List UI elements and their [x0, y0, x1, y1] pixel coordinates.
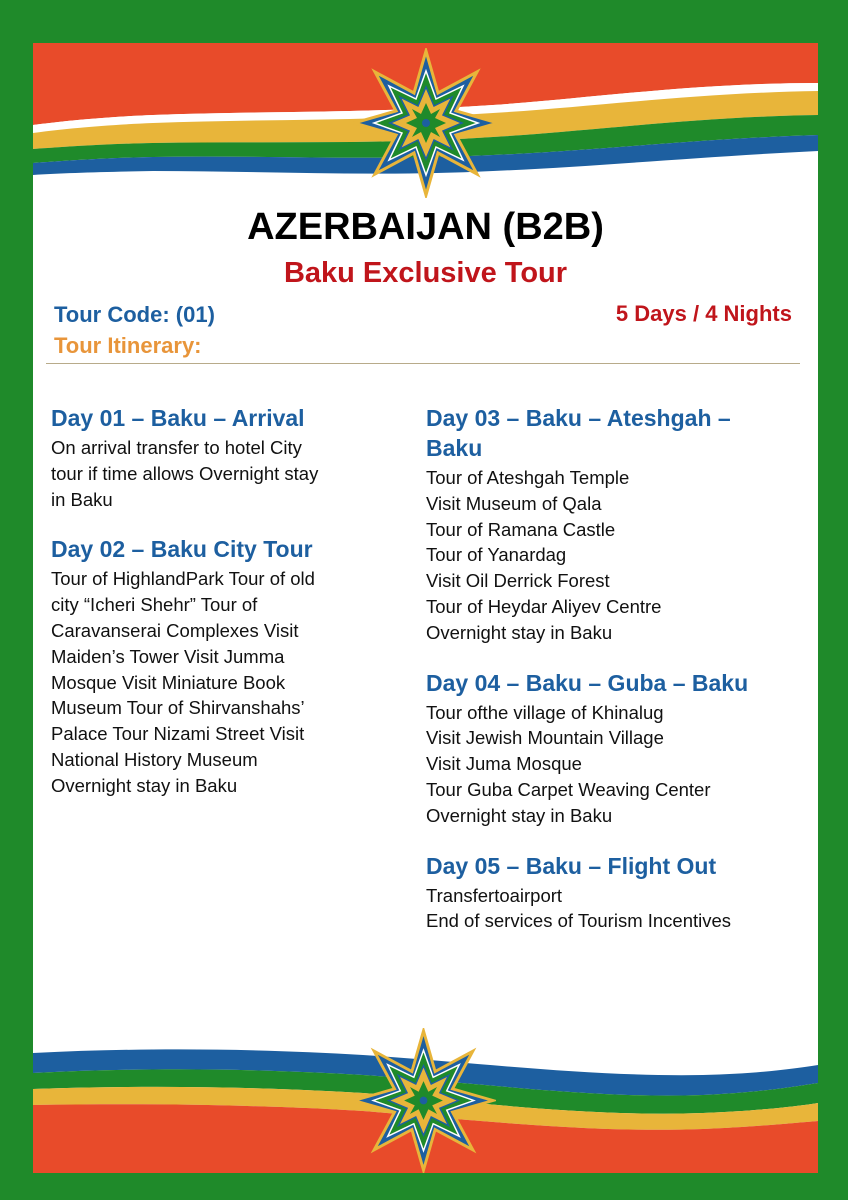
day-line: On arrival transfer to hotel City — [51, 437, 302, 458]
day-line: Visit Jewish Mountain Village — [426, 727, 664, 749]
day-01-section — [51, 403, 391, 512]
day-line: tour if time allows Overnight stay — [51, 462, 319, 484]
tour-code: Tour Code: (01) — [54, 302, 215, 327]
page-title: AZERBAIJAN (B2B) — [247, 206, 604, 248]
day-line: Tour Guba Carpet Weaving Center — [426, 778, 711, 800]
day-line: Visit Oil Derrick Forest — [426, 570, 610, 592]
day-line: Tour of Ateshgah Temple — [426, 467, 630, 488]
day-title-line: Baku — [426, 435, 483, 461]
day-line: city “Icheri Shehr” Tour of — [51, 594, 258, 616]
tour-duration: 5 Days / 4 Nights — [615, 301, 792, 326]
day-line: Visit Museum of Qala — [426, 492, 602, 514]
day-02-section — [51, 534, 391, 798]
itinerary-left-column — [51, 403, 391, 821]
day-line: Tour ofthe village of Khinalug — [426, 701, 664, 723]
itinerary-right-column — [426, 403, 796, 956]
day-03-section — [426, 403, 796, 646]
day-line: Overnight stay in Baku — [51, 774, 238, 796]
day-title: Day 05 – Baku – Flight Out — [426, 852, 717, 879]
day-line: Visit Juma Mosque — [426, 753, 582, 775]
day-line: Maiden’s Tower Visit Jumma — [51, 645, 285, 667]
day-title-line: Day 03 – Baku – Ateshgah – — [426, 405, 731, 431]
azerbaijan-eight-point-star-icon — [351, 1028, 496, 1173]
day-line: Palace Tour Nizami Street Visit — [51, 723, 305, 745]
day-line: in Baku — [51, 488, 113, 510]
day-line: Mosque Visit Miniature Book — [51, 671, 286, 693]
day-line: End of services of Tourism Incentives — [426, 910, 732, 932]
day-line: Museum Tour of Shirvanshahs’ — [51, 697, 305, 719]
day-line: Tour of Heydar Aliyev Centre — [426, 595, 662, 617]
day-title: Day 02 – Baku City Tour — [51, 536, 313, 563]
day-line: National History Museum — [51, 748, 258, 770]
day-line: Tour of HighlandPark Tour of old — [51, 568, 315, 590]
day-title: Day 04 – Baku – Guba – Baku — [426, 669, 749, 696]
day-05-section — [426, 851, 796, 935]
day-line: Overnight stay in Baku — [426, 621, 613, 643]
day-04-section — [426, 668, 796, 829]
day-line: Tour of Yanardag — [426, 544, 567, 566]
page-content — [33, 43, 818, 1173]
divider — [46, 363, 800, 364]
day-title: Day 01 – Baku – Arrival — [51, 405, 305, 431]
itinerary-label: Tour Itinerary: — [54, 333, 202, 358]
azerbaijan-eight-point-star-icon — [351, 48, 501, 198]
day-line: Caravanserai Complexes Visit — [51, 619, 299, 641]
day-line: Overnight stay in Baku — [426, 804, 613, 826]
page-subtitle: Baku Exclusive Tour — [283, 257, 568, 289]
day-title — [426, 403, 796, 463]
day-line: Transfertoairport — [426, 884, 563, 906]
day-line: Tour of Ramana Castle — [426, 518, 616, 540]
